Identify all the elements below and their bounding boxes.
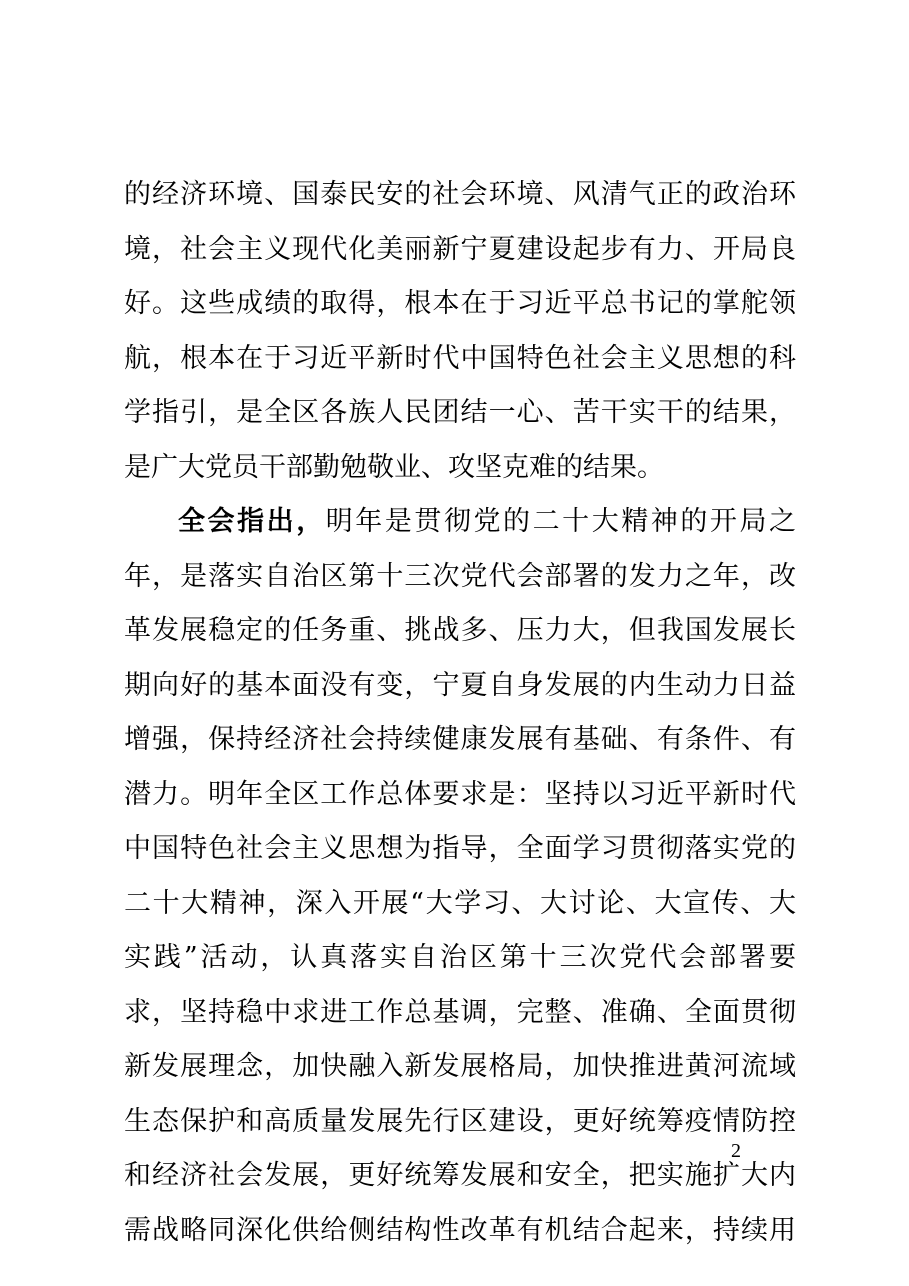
paragraph-2-line: 和经济社会发展，更好统筹发展和安全，把实施扩大内 <box>124 1160 796 1191</box>
paragraph-1-line: 好。这些成绩的取得，根本在于习近平总书记的掌舵领 <box>124 288 796 319</box>
paragraph-2-line: 需战略同深化供给侧结构性改革有机结合起来，持续用 <box>124 1214 796 1246</box>
paragraph-2-line: 二十大精神，深入开展“大学习、大讨论、大宣传、大 <box>124 887 796 919</box>
paragraph-2-line: 潜力。明年全区工作总体要求是：坚持以习近平新时代 <box>124 778 796 810</box>
body-text <box>124 168 796 1258</box>
paragraph-2-line: 中国特色社会主义思想为指导，全面学习贯彻落实党的 <box>124 833 796 864</box>
paragraph-2-line: 求，坚持稳中求进工作总基调，完整、准确、全面贯彻 <box>124 996 796 1028</box>
paragraph-2-line: 期向好的基本面没有变，宁夏自身发展的内生动力日益 <box>124 669 796 701</box>
paragraph-2-line: 生态保护和高质量发展先行区建设，更好统筹疫情防控 <box>124 1105 796 1137</box>
paragraph-2-lead: 全会指出， <box>178 506 326 537</box>
paragraph-1-line: 境，社会主义现代化美丽新宁夏建设起步有力、开局良 <box>124 233 796 265</box>
paragraph-2-line: 革发展稳定的任务重、挑战多、压力大，但我国发展长 <box>124 615 796 646</box>
paragraph-2-line: 实践”活动，认真落实自治区第十三次党代会部署要 <box>124 942 796 973</box>
paragraph-1-line: 学指引，是全区各族人民团结一心、苦干实干的结果， <box>124 397 796 428</box>
paragraph-1-line: 的经济环境、国泰民安的社会环境、风清气正的政治环 <box>124 179 796 210</box>
paragraph-2-line: 新发展理念，加快融入新发展格局，加快推进黄河流域 <box>124 1051 796 1082</box>
paragraph-2-first-line <box>124 495 796 550</box>
paragraph-2-first-line-text: 明年是贯彻党的二十大精神的开局之 <box>325 506 796 537</box>
page-number: 2 <box>731 1140 741 1162</box>
paragraph-1-line: 航，根本在于习近平新时代中国特色社会主义思想的科 <box>124 342 796 374</box>
paragraph-2-line: 年，是落实自治区第十三次党代会部署的发力之年，改 <box>124 560 796 592</box>
paragraph-2-line: 增强，保持经济社会持续健康发展有基础、有条件、有 <box>124 724 796 755</box>
paragraph-1-line: 是广大党员干部勤勉敬业、攻坚克难的结果。 <box>124 451 664 483</box>
